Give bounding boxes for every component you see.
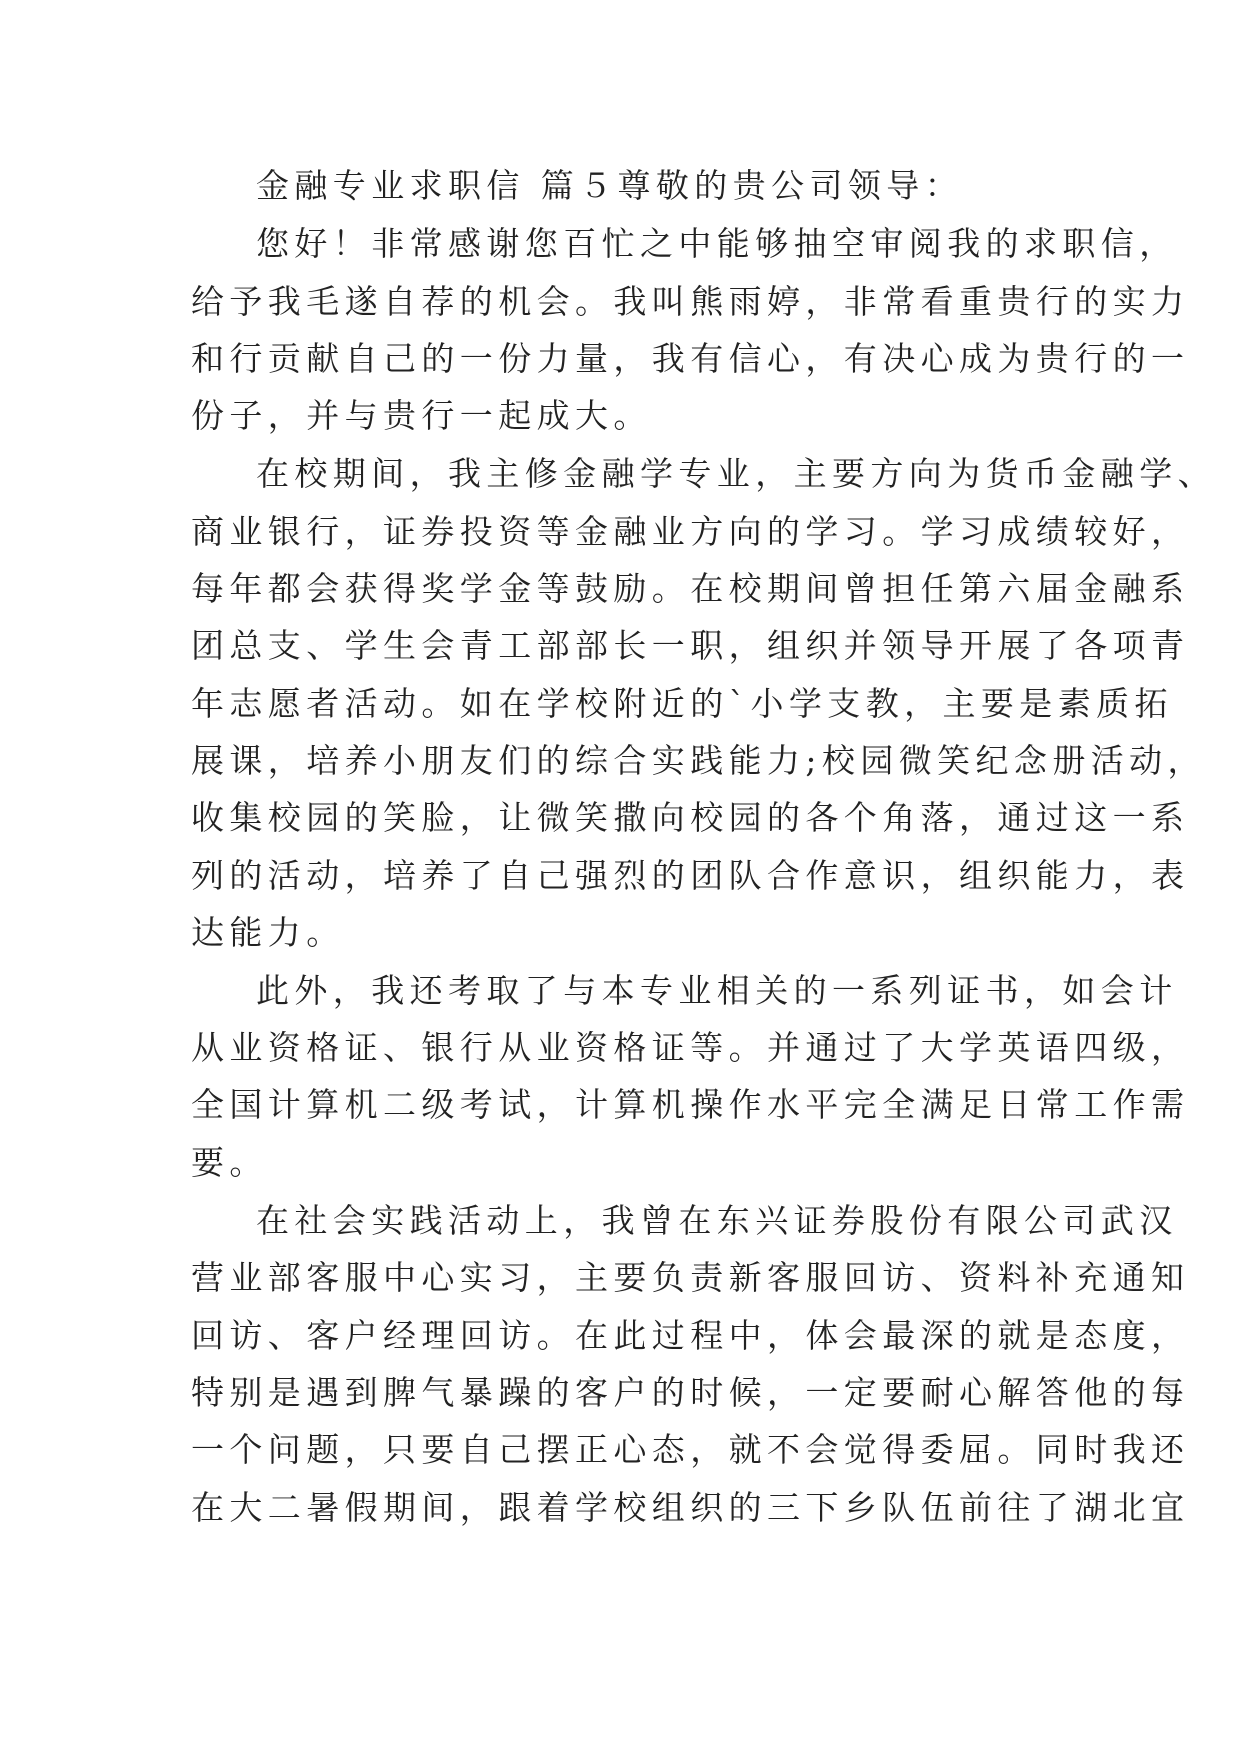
paragraph-line: 展课，培养小朋友们的综合实践能力;校园微笑纪念册活动，: [191, 741, 1206, 780]
paragraph-line: 在校期间，我主修金融学专业，主要方向为货币金融学、: [256, 454, 1216, 493]
paragraph-line: 特别是遇到脾气暴躁的客户的时候，一定要耐心解答他的每: [191, 1373, 1190, 1412]
paragraph-line: 团总支、学生会青工部部长一职，组织并领导开展了各项青: [191, 626, 1190, 665]
paragraph-line: 和行贡献自己的一份力量，我有信心，有决心成为贵行的一: [191, 339, 1190, 378]
paragraph-line: 每年都会获得奖学金等鼓励。在校期间曾担任第六届金融系: [191, 569, 1190, 608]
paragraph-line: 要。: [191, 1143, 268, 1182]
paragraph-line: 您好！非常感谢您百忙之中能够抽空审阅我的求职信，: [256, 224, 1178, 263]
paragraph-line: 在社会实践活动上，我曾在东兴证券股份有限公司武汉: [256, 1201, 1178, 1240]
paragraph-line: 份子，并与贵行一起成大。: [191, 396, 652, 435]
paragraph-line: 回访、客户经理回访。在此过程中，体会最深的就是态度，: [191, 1316, 1190, 1355]
paragraph-line: 收集校园的笑脸，让微笑撒向校园的各个角落，通过这一系: [191, 798, 1190, 837]
paragraph-line: 达能力。: [191, 913, 345, 952]
heading-line: 金融专业求职信 篇５尊敬的贵公司领导：: [256, 166, 964, 205]
paragraph-line: 营业部客服中心实习，主要负责新客服回访、资料补充通知: [191, 1258, 1190, 1297]
paragraph-line: 一个问题，只要自己摆正心态，就不会觉得委屈。同时我还: [191, 1430, 1190, 1469]
paragraph-line: 从业资格证、银行从业资格证等。并通过了大学英语四级，: [191, 1028, 1190, 1067]
paragraph-line: 在大二暑假期间，跟着学校组织的三下乡队伍前往了湖北宜: [191, 1488, 1190, 1527]
paragraph-line: 商业银行，证券投资等金融业方向的学习。学习成绩较好，: [191, 512, 1190, 551]
paragraph-line: 年志愿者活动。如在学校附近的`小学支教，主要是素质拓: [191, 684, 1173, 723]
paragraph-line: 给予我毛遂自荐的机会。我叫熊雨婷，非常看重贵行的实力: [191, 282, 1190, 321]
paragraph-line: 此外，我还考取了与本专业相关的一系列证书，如会计: [256, 971, 1178, 1010]
paragraph-line: 全国计算机二级考试，计算机操作水平完全满足日常工作需: [191, 1085, 1190, 1124]
paragraph-line: 列的活动，培养了自己强烈的团队合作意识，组织能力，表: [191, 856, 1190, 895]
